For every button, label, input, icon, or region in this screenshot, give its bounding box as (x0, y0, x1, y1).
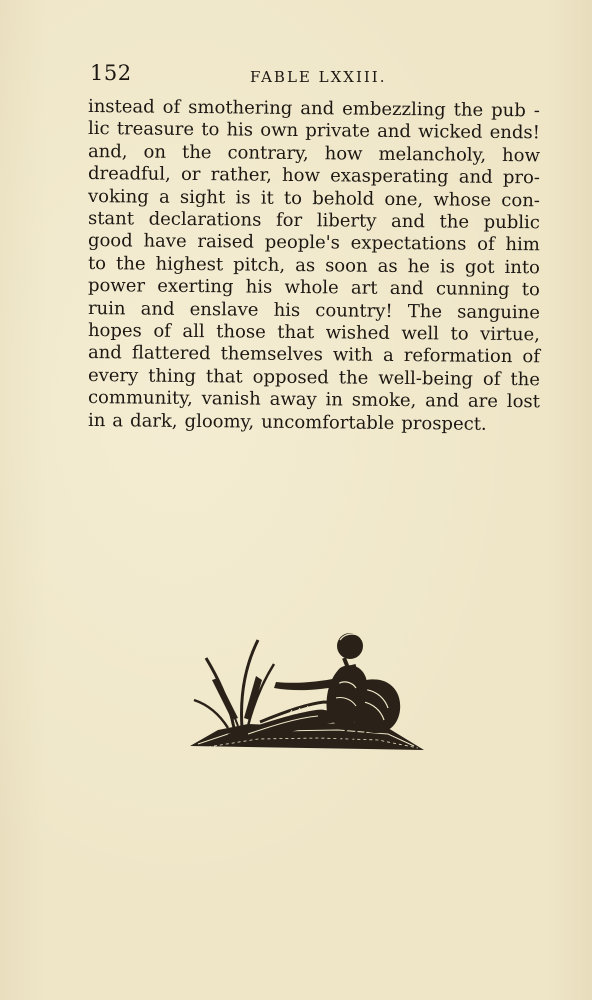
word: behold (312, 187, 375, 210)
word: how (282, 165, 321, 187)
word: on (143, 141, 167, 163)
word: expectations (350, 232, 467, 256)
word: with (332, 344, 374, 367)
word: one, (384, 188, 424, 210)
word: The (407, 300, 443, 323)
word: lost (506, 391, 541, 413)
word: a (158, 186, 170, 208)
word: how (501, 144, 541, 167)
word: the (453, 99, 484, 121)
word: well (401, 323, 440, 345)
word: exasperating (330, 165, 449, 188)
word: and (140, 298, 175, 320)
word: are (467, 390, 499, 413)
word: of (522, 346, 541, 368)
word: people's (264, 232, 341, 254)
word: and (458, 166, 493, 189)
word: - (533, 100, 541, 122)
word: ruin (87, 297, 126, 320)
word: cunning (435, 278, 510, 301)
word: that (205, 366, 243, 388)
word: whole (284, 277, 339, 299)
woodcut-reclining-figure-icon (188, 618, 428, 758)
word: prospect. (401, 412, 487, 435)
word: and (425, 390, 460, 412)
word: and (87, 342, 122, 364)
word: instead (87, 96, 155, 118)
word: and (377, 121, 412, 143)
word: to (450, 323, 469, 345)
word: whose (433, 188, 492, 211)
word: him (505, 234, 541, 256)
word: melancholy, (378, 143, 487, 166)
word: community, (87, 387, 193, 410)
word: as (295, 254, 316, 277)
word: all (182, 320, 205, 343)
word: or (180, 164, 201, 186)
word: to (521, 279, 541, 301)
word: private (305, 120, 371, 143)
word: rather, (210, 164, 272, 186)
word: reformation (403, 345, 513, 368)
word: own (260, 120, 299, 142)
word: and (300, 98, 335, 120)
word: of (153, 320, 171, 342)
word: pub (491, 99, 526, 122)
word: hopes (87, 320, 142, 342)
word: to (87, 252, 107, 275)
page-number: 152 (90, 61, 132, 85)
text-line (88, 410, 540, 437)
word: the (510, 368, 541, 391)
word: highest (155, 253, 224, 276)
word: as (377, 255, 398, 277)
word: art (350, 277, 378, 300)
word: themselves (220, 343, 323, 366)
word: is (439, 256, 455, 278)
word: raised (197, 231, 255, 254)
word: away (269, 389, 317, 411)
word: virtue, (480, 323, 540, 346)
word: of (482, 368, 501, 390)
word: have (143, 230, 187, 253)
word: the (338, 367, 369, 389)
word: wished (325, 322, 390, 344)
word: power (87, 275, 146, 297)
word: well-being (378, 367, 474, 390)
word: the (439, 211, 470, 233)
word: for (275, 209, 303, 232)
word: opposed (252, 366, 329, 389)
word: got (464, 256, 495, 278)
word: how (324, 143, 363, 165)
running-head: FABLE LXXIII. (250, 68, 387, 86)
word: liberty (316, 210, 377, 232)
word: declarations (148, 208, 262, 231)
word: gloomy, (184, 410, 255, 433)
word: smothering (188, 96, 293, 119)
word: sanguine (457, 301, 541, 323)
word: it (260, 187, 274, 209)
word: those (216, 321, 266, 343)
word: his (273, 299, 301, 321)
word: enslave (189, 298, 259, 321)
word: soon (325, 255, 368, 277)
word: of (477, 234, 495, 256)
word: and (389, 278, 424, 300)
word: a (112, 409, 124, 432)
word: the (115, 253, 146, 275)
word: dark, (129, 410, 178, 432)
word: thing (148, 365, 197, 387)
word: treasure (116, 118, 195, 141)
word: and, (87, 140, 128, 163)
word: and (390, 210, 426, 233)
word: voking (87, 185, 149, 208)
word: contrary, (227, 142, 309, 164)
word: he (407, 255, 430, 278)
word: good (87, 230, 133, 252)
word: the (181, 141, 212, 163)
word: in (87, 409, 106, 431)
word: to (201, 119, 220, 141)
word: in (325, 389, 344, 411)
word: dreadful, (87, 163, 171, 186)
word: country! (315, 299, 393, 322)
word: is (235, 187, 251, 209)
word: wicked (418, 121, 483, 144)
word: every (87, 364, 139, 387)
word: sight (179, 186, 226, 208)
word: of (162, 96, 181, 118)
word: pro- (502, 167, 541, 189)
word: a (382, 345, 394, 367)
word: uncomfortable (261, 411, 395, 434)
word: con- (501, 189, 541, 211)
word: vanish (201, 388, 261, 410)
body-text (87, 96, 541, 435)
word: ends! (489, 122, 541, 144)
word: pitch, (233, 254, 286, 276)
word: lic (87, 118, 110, 140)
word: into (504, 256, 541, 279)
word: that (277, 321, 315, 344)
word: flattered (131, 342, 211, 365)
word: public (483, 211, 541, 234)
word: his (245, 276, 273, 299)
word: exerting (157, 275, 234, 298)
word: to (283, 187, 303, 209)
word: smoke, (351, 389, 417, 412)
word: his (226, 119, 254, 141)
word: stant (87, 208, 135, 230)
word: embezzling (342, 98, 446, 121)
